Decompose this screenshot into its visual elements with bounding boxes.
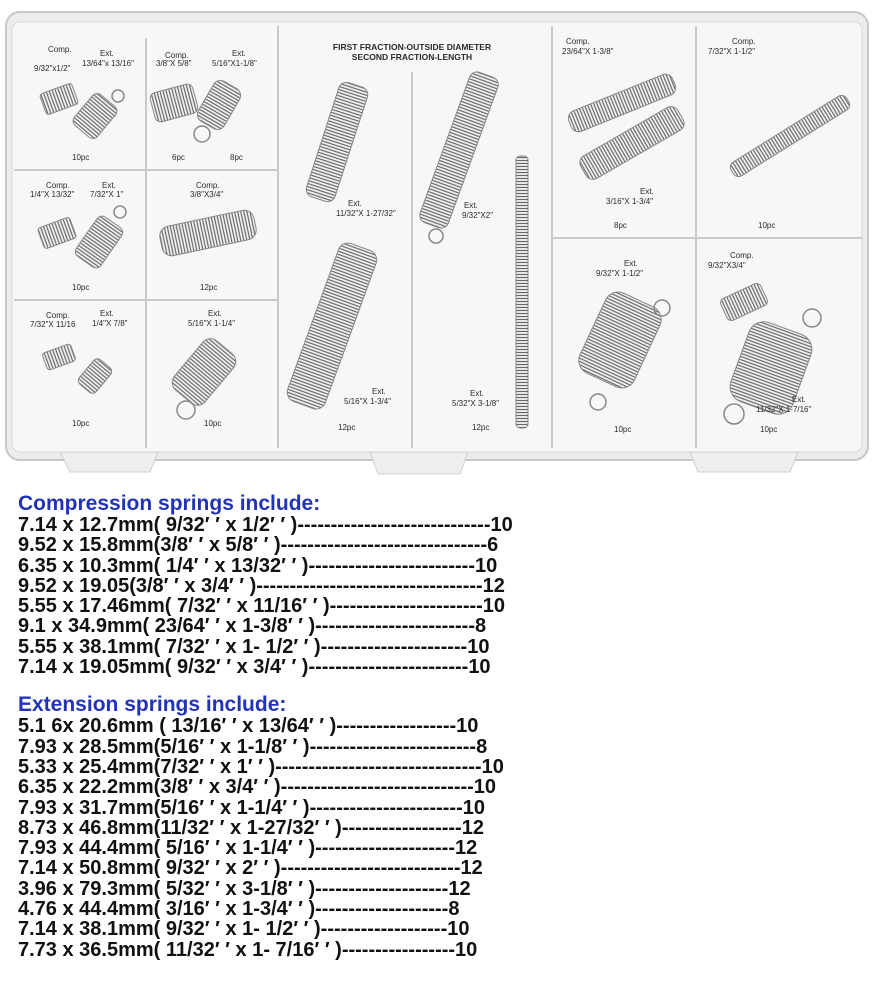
compression-heading: Compression springs include: — [18, 492, 321, 515]
list-item: 9.52 x 15.8mm(3/8′ ′ x 5/8′ ′ )-------------------------------6 — [18, 534, 499, 557]
cell-label: Comp. — [46, 181, 70, 190]
cell-size: 5/16"X 1-1/4" — [188, 319, 236, 328]
cell-label: Comp. — [566, 37, 590, 46]
list-item: 9.52 x 19.05(3/8′ ′ x 3/4′ ′ )----------------------------------12 — [18, 574, 505, 597]
list-item: 6.35 x 22.2mm(3/8′ ′ x 3/4′ ′ )-----------------------------10 — [18, 776, 497, 799]
cell-count: 12pc — [338, 423, 356, 432]
list-item: 7.14 x 38.1mm( 9/32′ ′ x 1- 1/2′ ′ )-------------------10 — [18, 918, 470, 941]
spring-tray-photo — [0, 0, 876, 480]
list-item: 5.55 x 38.1mm( 7/32′ ′ x 1- 1/2′ ′ )----------------------10 — [18, 635, 490, 658]
cell-size: 1/4"X 13/32" — [30, 190, 75, 199]
cell-label: Ext. — [792, 395, 806, 404]
cell-label: Comp. — [165, 51, 189, 60]
cell-count: 10pc — [758, 221, 776, 230]
cell-label: Ext. — [208, 309, 222, 318]
cell-label: Comp. — [46, 311, 70, 320]
compression-list — [18, 515, 868, 677]
list-item: 5.33 x 25.4mm(7/32′ ′ x 1′ ′ )-------------------------------10 — [18, 755, 504, 778]
cell-count: 12pc — [472, 423, 490, 432]
cell-size: 23/64"X 1-3/8" — [562, 47, 614, 56]
cell-count: 10pc — [614, 425, 632, 434]
cell-label: Ext. — [232, 49, 246, 58]
cell-size: 3/8"X 5/8" — [156, 59, 192, 68]
cell-size: 5/16"X 1-3/4" — [344, 397, 392, 406]
cell-size: 5/32"X 3-1/8" — [452, 399, 500, 408]
cell-label: Ext. — [100, 309, 114, 318]
list-item: 7.93 x 31.7mm(5/16′ ′ x 1-1/4′ ′ )-----------------------10 — [18, 796, 486, 819]
cell-count: 10pc — [72, 419, 90, 428]
cell-size: 13/64"x 13/16" — [82, 59, 134, 68]
list-item: 7.93 x 44.4mm( 5/16′ ′ x 1-1/4′ ′ )---------------------12 — [18, 837, 478, 860]
cell-count: 8pc — [614, 221, 627, 230]
cell-label: Comp. — [48, 45, 72, 54]
cell-count: 6pc — [172, 153, 185, 162]
list-item: 7.14 x 12.7mm( 9/32′ ′ x 1/2′ ′ )-----------------------------10 — [18, 514, 513, 536]
cell-label: Ext. — [102, 181, 116, 190]
cell-label: Ext. — [640, 187, 654, 196]
cell-size: 1/4"X 7/8" — [92, 319, 128, 328]
cell-label: Ext. — [348, 199, 362, 208]
cell-count: 12pc — [200, 283, 218, 292]
list-item: 7.14 x 50.8mm( 9/32′ ′ x 2′ ′ )---------------------------12 — [18, 857, 483, 880]
cell-size: 3/8"X3/4" — [190, 190, 224, 199]
cell-count: 10pc — [72, 153, 90, 162]
list-item: 6.35 x 10.3mm( 1/4′ ′ x 13/32′ ′ )-------------------------10 — [18, 554, 498, 577]
list-item: 8.73 x 46.8mm(11/32′ ′ x 1-27/32′ ′ )------------------12 — [18, 816, 484, 839]
list-item: 7.93 x 28.5mm(5/16′ ′ x 1-1/8′ ′ )-------------------------8 — [18, 735, 488, 758]
cell-label: Ext. — [624, 259, 638, 268]
cell-count: 10pc — [72, 283, 90, 292]
tray-header-line2: SECOND FRACTION-LENGTH — [351, 52, 473, 62]
tray-header-line1: FIRST FRACTION-OUTSIDE DIAMETER — [332, 42, 492, 52]
cell-size: 9/32"X 1-1/2" — [596, 269, 644, 278]
cell-count: 10pc — [760, 425, 778, 434]
list-item: 7.73 x 36.5mm( 11/32′ ′ x 1- 7/16′ ′ )-----------------10 — [18, 938, 478, 961]
cell-size: 11/32"X 1-7/16" — [756, 405, 812, 414]
cell-size: 7/32"X 1" — [90, 190, 124, 199]
spring-spec-lists — [18, 492, 868, 960]
cell-size: 3/16"X 1-3/4" — [606, 197, 654, 206]
list-item: 4.76 x 44.4mm( 3/16′ ′ x 1-3/4′ ′ )--------------------8 — [18, 898, 460, 921]
extension-list — [18, 716, 868, 960]
cell-label: Ext. — [470, 389, 484, 398]
extension-heading: Extension springs include: — [18, 693, 287, 717]
list-item: 9.1 x 34.9mm( 23/64′ ′ x 1-3/8′ ′ )------------------------8 — [18, 615, 487, 638]
extension-spring — [516, 156, 528, 428]
cell-size: 5/16"X1-1/8" — [212, 59, 257, 68]
cell-label: Ext. — [464, 201, 478, 210]
list-item: 5.1 6x 20.6mm ( 13/16′ ′ x 13/64′ ′ )------------------10 — [18, 715, 479, 738]
cell-size: 9/32"x1/2" — [34, 64, 71, 73]
cell-size: 7/32"X 1-1/2" — [708, 47, 756, 56]
list-item: 7.14 x 19.05mm( 9/32′ ′ x 3/4′ ′ )------------------------10 — [18, 656, 491, 679]
cell-size: 11/32"X 1-27/32" — [336, 209, 396, 218]
cell-size: 7/32"X 11/16 — [30, 320, 76, 329]
cell-label: Ext. — [100, 49, 114, 58]
cell-label: Ext. — [372, 387, 386, 396]
cell-count: 10pc — [204, 419, 222, 428]
cell-size: 9/32"X2" — [462, 211, 494, 220]
cell-size: 9/32"X3/4" — [708, 261, 746, 270]
cell-label: Comp. — [196, 181, 220, 190]
cell-count: 8pc — [230, 153, 243, 162]
list-item: 5.55 x 17.46mm( 7/32′ ′ x 11/16′ ′ )-----------------------10 — [18, 595, 506, 618]
cell-label: Comp. — [730, 251, 754, 260]
list-item: 3.96 x 79.3mm( 5/32′ ′ x 3-1/8′ ′ )--------------------12 — [18, 877, 471, 900]
cell-label: Comp. — [732, 37, 756, 46]
